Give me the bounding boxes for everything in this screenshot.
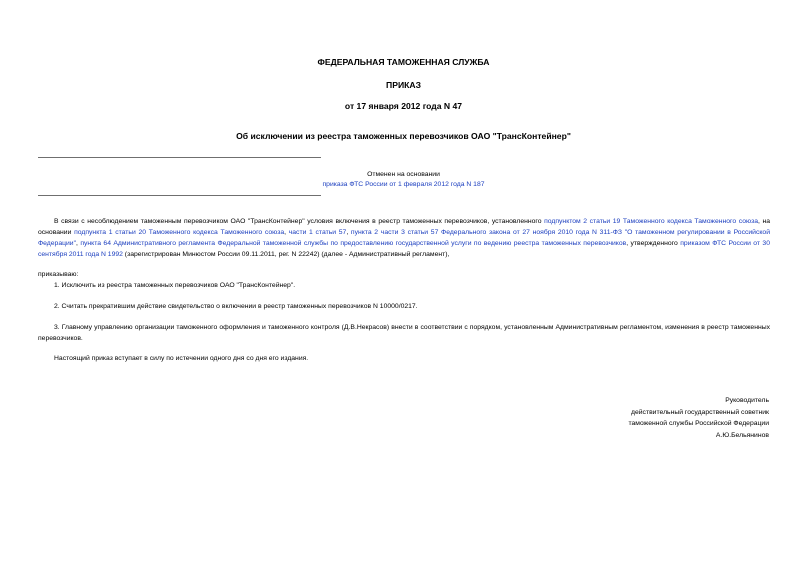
preamble-text-2: , на основании xyxy=(38,218,771,236)
preamble-text-4: , xyxy=(346,229,351,236)
order-item-1: 1. Исключить из реестра таможенных перевозчиков ОАО "ТрансКонтейнер". xyxy=(54,282,296,289)
order-item-2: 2. Считать прекратившим действие свидетельство о включении в реестр таможенных перевозчиков N 10000/0217. xyxy=(54,303,418,310)
signature-position: Руководитель xyxy=(725,397,769,404)
effective-clause: Настоящий приказ вступает в силу по истечении одного дня со дня его издания. xyxy=(54,355,309,362)
link-admin-regulation[interactable]: пункта 64 Административного регламента Федеральной таможенной службы по предоставлению государственной услуги по ведению реестра таможенных перевозчиков xyxy=(80,240,627,247)
divider-top xyxy=(38,157,321,158)
cancel-note-link[interactable]: приказа ФТС России от 1 февраля 2012 года N 187 xyxy=(322,181,485,188)
order-item-3: 3. Главному управлению организации таможенного оформления и таможенного контроля (Д.В.Некрасов) внести в соответствии с порядком, установленным Административным регламентом, изменения в реестр таможенных перевозчиков. xyxy=(38,324,770,342)
signature-service: таможенной службы Российской Федерации xyxy=(628,420,769,427)
link-art57-part1[interactable]: части 1 статьи 57 xyxy=(288,229,347,236)
preamble-text-7: (зарегистрирован Минюстом России 09.11.2011, рег. N 22242) (далее - Административный регламент), xyxy=(122,251,450,258)
document-type: ПРИКАЗ xyxy=(386,80,421,90)
link-fts-order-1992[interactable]: приказом ФТС России от 30 сентября 2011 года N 1992 xyxy=(38,240,770,258)
link-tk-ts-art20[interactable]: подпункта 1 статьи 20 Таможенного кодекса Таможенного союза xyxy=(74,229,285,236)
agency-name: ФЕДЕРАЛЬНАЯ ТАМОЖЕННАЯ СЛУЖБА xyxy=(317,57,490,67)
link-federal-law-311[interactable]: пункта 2 части 3 статьи 57 Федерального закона от 27 ноября 2010 года N 311-ФЗ "О таможенном регулировании в Российской Федерации" xyxy=(38,229,770,247)
preamble-text-5: , xyxy=(76,240,81,247)
signature-name: А.Ю.Бельянинов xyxy=(715,431,769,439)
document-date-number: от 17 января 2012 года N 47 xyxy=(344,101,463,111)
cancel-note-text: Отменен на основании xyxy=(367,171,440,178)
document-title: Об исключении из реестра таможенных перевозчиков ОАО "ТрансКонтейнер" xyxy=(236,131,571,141)
signature-rank: действительный государственный советник xyxy=(631,408,769,416)
link-tk-ts-art19[interactable]: подпунктом 2 статьи 19 Таможенного кодекса Таможенного союза xyxy=(544,218,758,225)
preamble-text-6: , утвержденного xyxy=(626,240,681,247)
divider-bottom xyxy=(38,195,321,196)
preamble-paragraph xyxy=(38,216,770,260)
signature-block xyxy=(509,395,769,441)
order-word: приказываю: xyxy=(38,271,79,278)
preamble-text-1: В связи с несоблюдением таможенным перевозчиком ОАО "ТрансКонтейнер" условия включения в реестр таможенных перевозчиков, установленного xyxy=(54,218,545,225)
preamble-text-3: , xyxy=(284,229,289,236)
